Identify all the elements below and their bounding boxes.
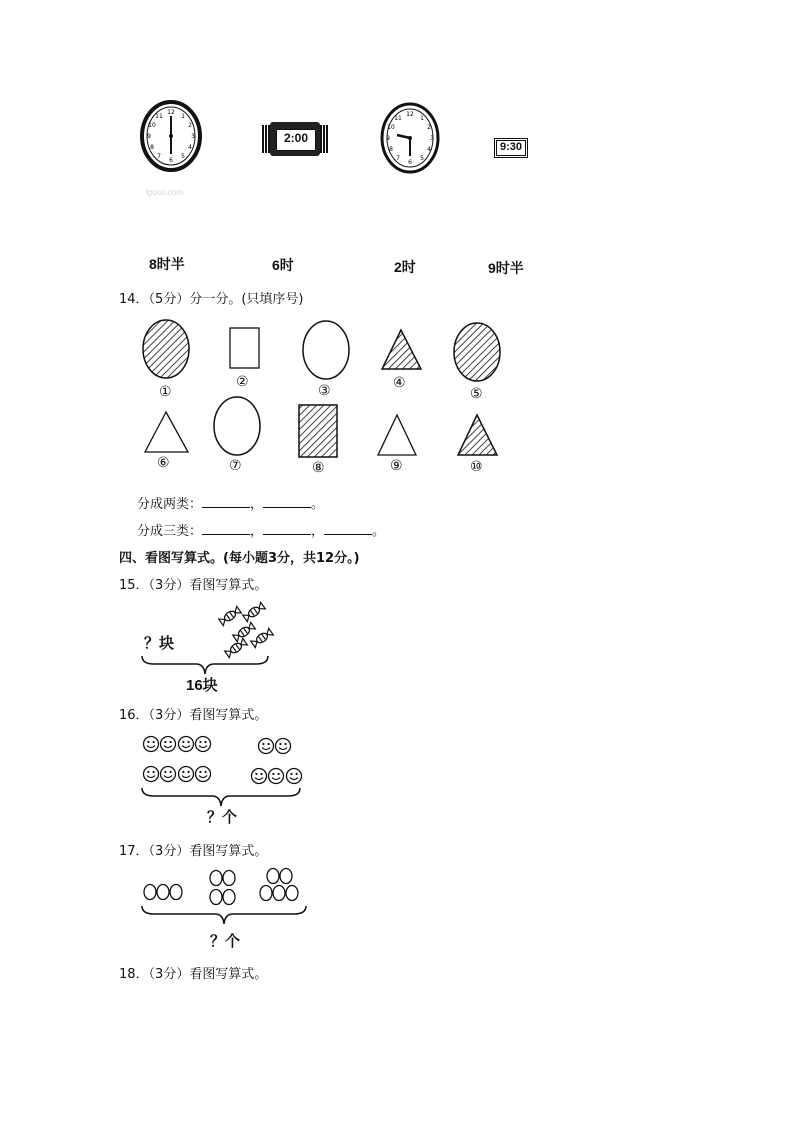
three-class-answer-line: 分成三类： ， ， 。: [137, 524, 386, 539]
smiley-icon: [161, 767, 176, 782]
marker-4: ④: [393, 375, 406, 391]
candy-icon: [219, 606, 242, 625]
q17-total-label: ？个: [210, 933, 241, 950]
svg-text:1: 1: [420, 115, 424, 122]
candy-icon: [251, 628, 274, 647]
circle-icon: [157, 885, 169, 900]
clock-label-4: 9时半: [488, 260, 524, 276]
shape-7-oval: [214, 397, 260, 455]
marker-3: ③: [318, 383, 331, 399]
smiley-icon: [252, 769, 267, 784]
circle-icon: [280, 869, 292, 884]
svg-text:3: 3: [430, 135, 434, 142]
smiley-icon: [259, 739, 274, 754]
candy-group: [214, 602, 274, 658]
marker-2: ②: [236, 374, 249, 390]
digital-clock-time: 9:30: [499, 141, 523, 153]
circle-icon: [144, 885, 156, 900]
svg-text:2: 2: [427, 124, 431, 131]
svg-text:4: 4: [188, 144, 192, 151]
svg-text:12: 12: [406, 111, 414, 118]
svg-text:8: 8: [150, 144, 154, 151]
answer-blank-1[interactable]: [202, 495, 250, 508]
shape-9-triangle: [378, 415, 416, 455]
q17-brace: [140, 904, 308, 926]
shape-1-hatched-oval: [143, 320, 189, 378]
svg-text:5: 5: [181, 153, 185, 160]
svg-text:6: 6: [408, 159, 412, 166]
question-15-title: 15．（3分）看图写算式。: [119, 578, 268, 593]
answer-blank-4[interactable]: [263, 522, 311, 535]
question-16-title: 16．（3分）看图写算式。: [119, 708, 268, 723]
circle-icon: [210, 871, 222, 886]
svg-text:5: 5: [420, 155, 424, 162]
svg-text:4: 4: [427, 146, 431, 153]
circle-icon: [223, 871, 235, 886]
svg-text:7: 7: [396, 155, 400, 162]
shape-10-hatched-triangle: [458, 415, 497, 455]
q15-unknown-label: ？块: [144, 635, 175, 652]
question-14-title: 14．（5分）分一分。(只填序号): [119, 292, 304, 307]
shape-2-rectangle: [230, 328, 259, 368]
clock-label-1: 8时半: [149, 256, 185, 272]
q16-brace: [140, 786, 302, 808]
watermark: lgooo.com: [146, 188, 183, 197]
smiley-icon: [161, 737, 176, 752]
q16-total-label: ？个: [207, 809, 238, 826]
marker-8: ⑧: [312, 460, 325, 476]
q15-brace: [140, 654, 270, 676]
candy-icon: [233, 622, 256, 641]
marker-10: ⑩: [470, 459, 483, 475]
svg-text:9: 9: [386, 135, 390, 142]
question-17-title: 17．（3分）看图写算式。: [119, 844, 268, 859]
circle-icon: [286, 886, 298, 901]
svg-text:7: 7: [157, 153, 161, 160]
marker-6: ⑥: [157, 455, 170, 471]
candy-icon: [243, 602, 266, 621]
three-class-prefix: 分成三类：: [137, 524, 203, 539]
question-18-title: 18．（3分）看图写算式。: [119, 967, 268, 982]
smiley-icon: [144, 767, 159, 782]
circle-icon: [273, 886, 285, 901]
shape-3-oval: [303, 321, 349, 379]
shapes-group: [0, 0, 794, 500]
smiley-icon: [269, 769, 284, 784]
section-4-title: 四、看图写算式。(每小题3分，共12分。): [119, 551, 360, 566]
marker-7: ⑦: [229, 458, 242, 474]
svg-text:6: 6: [169, 157, 173, 164]
svg-text:10: 10: [387, 124, 395, 131]
two-class-prefix: 分成两类：: [137, 497, 203, 512]
svg-text:9: 9: [147, 133, 151, 140]
two-class-answer-line: 分成两类： ， 。: [137, 497, 325, 512]
shape-5-hatched-oval: [454, 323, 500, 381]
circle-icon: [260, 886, 272, 901]
clock-label-2: 6时: [272, 257, 294, 273]
clock-label-3: 2时: [394, 259, 416, 275]
circle-icon: [267, 869, 279, 884]
shape-6-triangle: [145, 412, 188, 452]
svg-text:12: 12: [167, 109, 175, 116]
answer-blank-2[interactable]: [263, 495, 311, 508]
svg-text:11: 11: [155, 113, 163, 120]
q15-total-label: 16块: [186, 677, 218, 694]
circle-icon: [170, 885, 182, 900]
smiley-icon: [196, 737, 211, 752]
smiley-icon: [287, 769, 302, 784]
digital-watch-time: 2:00: [283, 131, 309, 145]
smiley-icon: [276, 739, 291, 754]
smiley-icon: [179, 737, 194, 752]
marker-9: ⑨: [390, 458, 403, 474]
circles-group: [138, 866, 308, 908]
svg-text:3: 3: [191, 133, 195, 140]
smiley-icon: [144, 737, 159, 752]
smiley-icon: [196, 767, 211, 782]
shape-8-hatched-rectangle: [299, 405, 337, 457]
marker-1: ①: [159, 384, 172, 400]
answer-blank-5[interactable]: [324, 522, 372, 535]
svg-text:11: 11: [394, 115, 402, 122]
circle-icon: [210, 890, 222, 905]
svg-text:10: 10: [148, 122, 156, 129]
svg-text:8: 8: [389, 146, 393, 153]
svg-text:2: 2: [188, 122, 192, 129]
answer-blank-3[interactable]: [202, 522, 250, 535]
smiley-icon: [179, 767, 194, 782]
circle-icon: [223, 890, 235, 905]
marker-5: ⑤: [470, 386, 483, 402]
svg-text:1: 1: [181, 113, 185, 120]
smiley-faces-group: [138, 730, 308, 790]
shape-4-hatched-triangle: [382, 330, 421, 369]
